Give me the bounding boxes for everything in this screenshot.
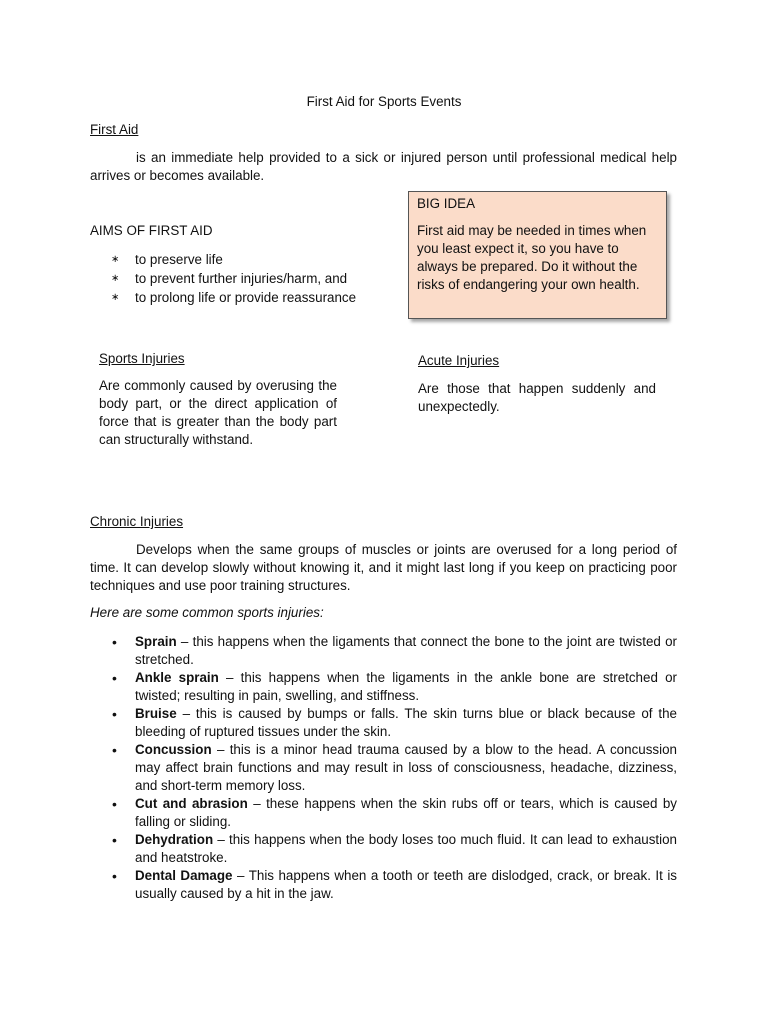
- list-item: ∗ to prevent further injuries/harm, and: [111, 271, 348, 286]
- bullet-icon: ∗: [111, 273, 120, 284]
- list-item: • Dehydration – this happens when the body loses too much fluid. It can lead to exhaustion and heatstroke.: [112, 832, 677, 865]
- first-aid-heading: First Aid: [90, 122, 139, 137]
- list-item: • Dental Damage – This happens when a tooth or teeth are dislodged, crack, or break. It is usually caused by a hit in the jaw.: [112, 868, 677, 901]
- common-injuries-intro: Here are some common sports injuries:: [90, 605, 324, 620]
- big-idea-heading: BIG IDEA: [417, 196, 476, 211]
- list-item: • Ankle sprain – this happens when the ligaments in the ankle bone are stretched or twisted; resulting in pain, swelling, and stiffness.: [112, 670, 677, 703]
- list-item: • Bruise – this is caused by bumps or falls. The skin turns blue or black because of the bleeding of ruptured tissues under the skin.: [112, 706, 677, 739]
- acute-injuries-heading: Acute Injuries: [418, 353, 500, 368]
- bullet-icon: ∗: [111, 292, 120, 303]
- acute-injuries-text: Are those that happen suddenly and unexpectedly.: [418, 381, 656, 414]
- aims-heading: AIMS OF FIRST AID: [90, 223, 213, 238]
- bullet-icon: ∗: [111, 254, 120, 265]
- bullet-icon: •: [112, 796, 117, 812]
- big-idea-box: [408, 191, 667, 319]
- bullet-icon: •: [112, 670, 117, 686]
- bullet-icon: •: [112, 742, 117, 758]
- bullet-icon: •: [112, 706, 117, 722]
- sports-injuries-heading: Sports Injuries: [99, 351, 185, 366]
- bullet-icon: •: [112, 832, 117, 848]
- list-item: • Cut and abrasion – these happens when the skin rubs off or tears, which is caused by falling or sliding.: [112, 796, 677, 829]
- bullet-icon: •: [112, 634, 117, 650]
- sports-injuries-text: Are commonly caused by overusing the body part, or the direct application of force that is greater than the body part can structurally withstand.: [99, 378, 337, 447]
- big-idea-text: First aid may be needed in times when you least expect it, so you have to always be prepared. Do it without the risks of endangering your own health.: [417, 223, 647, 292]
- list-item: • Sprain – this happens when the ligaments that connect the bone to the joint are twisted or stretched.: [112, 634, 677, 667]
- injuries-list: [90, 633, 677, 903]
- list-item: ∗ to prolong life or provide reassurance: [111, 290, 357, 305]
- document-title: First Aid for Sports Events: [306, 94, 462, 109]
- chronic-injuries-heading: Chronic Injuries: [90, 514, 184, 529]
- list-item: • Concussion – this is a minor head trauma caused by a blow to the head. A concussion may affect brain functions and may result in loss of consciousness, headache, dizziness, and short-term memory loss.: [112, 742, 677, 793]
- bullet-icon: •: [112, 868, 117, 884]
- chronic-injuries-text: Develops when the same groups of muscles or joints are overused for a long period of time. It can develop slowly without knowing it, and it might last long if you keep on practicing poor techniques and use poor training structures.: [90, 542, 677, 593]
- aims-list: [90, 251, 390, 308]
- first-aid-definition: is an immediate help provided to a sick or injured person until professional medical help arrives or becomes available.: [90, 150, 677, 183]
- list-item: ∗ to preserve life: [111, 252, 223, 267]
